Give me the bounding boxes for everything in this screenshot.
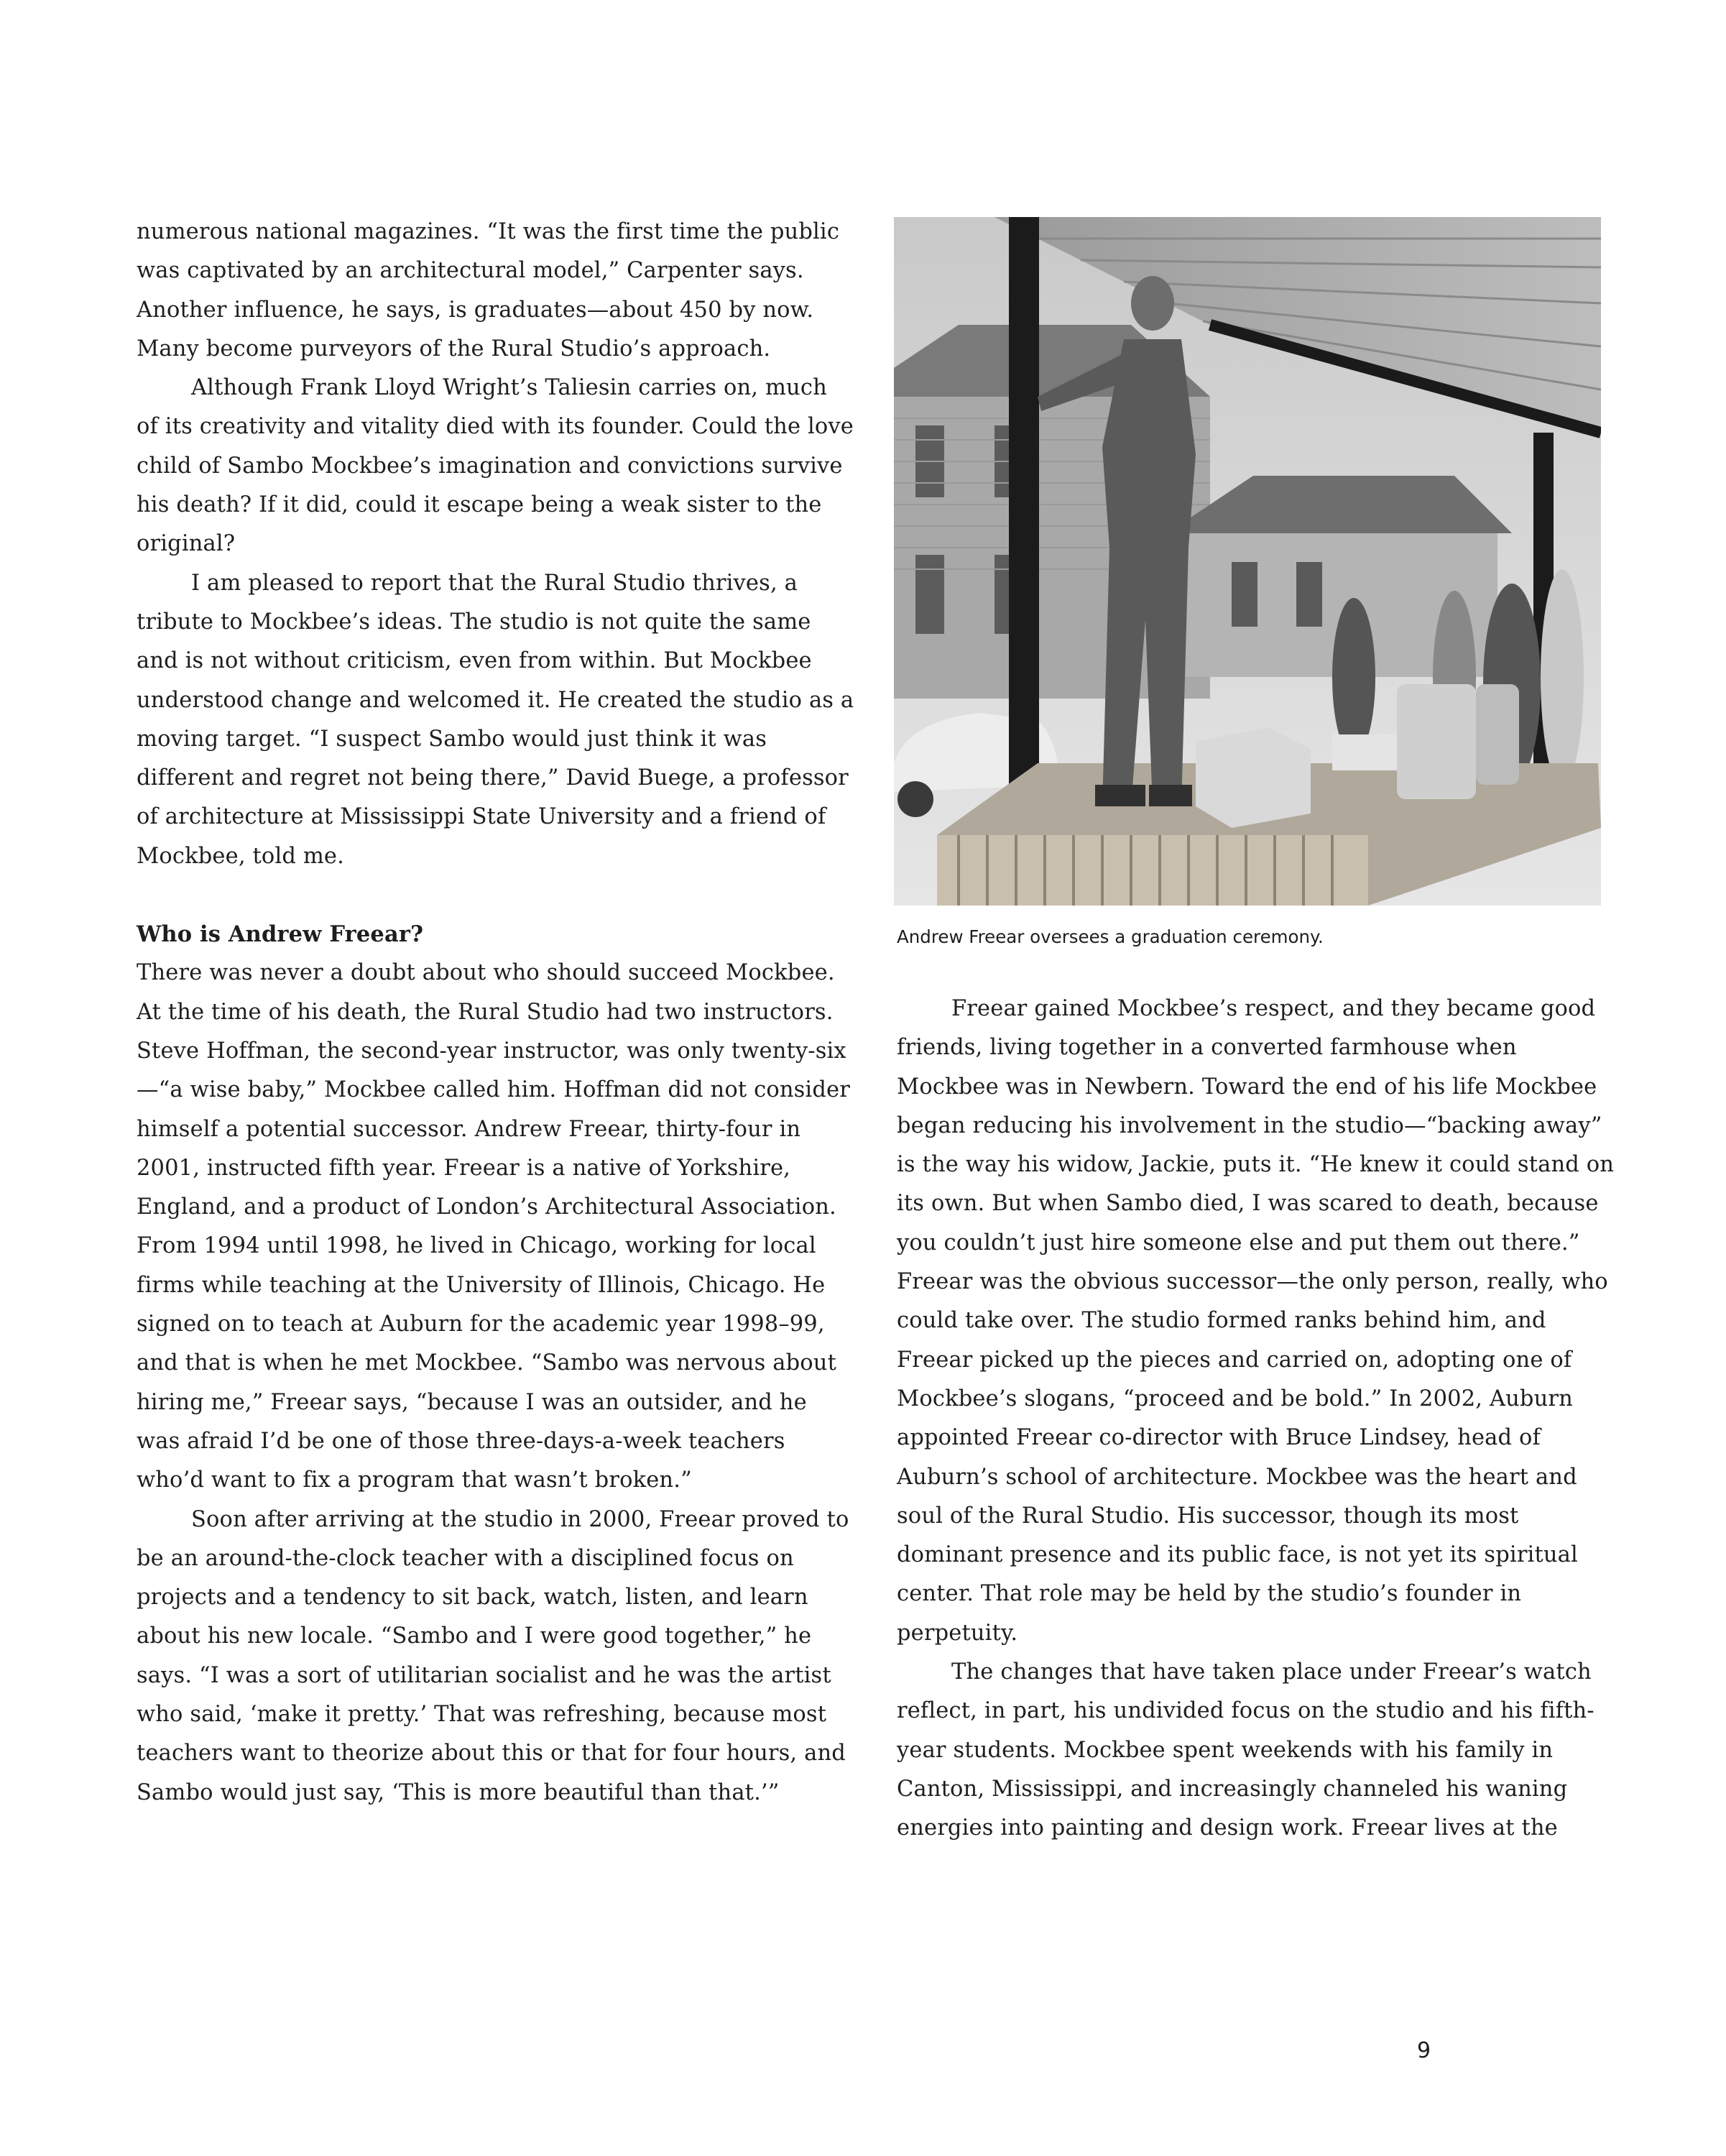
graduation-ceremony-photo	[894, 217, 1601, 906]
paragraph: Although Frank Lloyd Wright’s Taliesin carries on, much of its creativity and vitality died with its founder. Could the love child of Sambo Mockbee’s imagination and convictions survive his death? If it did, could it escape being a weak sister to the original?	[137, 375, 854, 557]
paragraph: I am pleased to report that the Rural Studio thrives, a tribute to Mockbee’s ideas. The studio is not quite the same and is not without criticism, even from within. But Mockbee understood change and welcomed it. He created the studio as a moving target. “I suspect Sambo would just think it was different and regret not being there,” David Buege, a professor of architecture at Mississippi State University and a friend of Mockbee, told me.	[137, 570, 854, 869]
page-number: 9	[1417, 2038, 1431, 2063]
left-column	[137, 213, 855, 1812]
photo-caption: Andrew Freear oversees a graduation ceremony.	[897, 926, 1324, 947]
paragraph: numerous national magazines. “It was the first time the public was captivated by an architectural model,” Carpenter says. Another influence, he says, is graduates—about 450 by now. Many become purveyors of the Rural Studio’s approach.	[137, 219, 840, 361]
section-heading: Who is Andrew Freear?	[137, 921, 424, 948]
right-column	[897, 990, 1615, 1848]
paragraph: Freear gained Mockbee’s respect, and they became good friends, living together in a converted farmhouse when Mockbee was in Newbern. Toward the end of his life Mockbee began reducing his involvement in the studio—“backing away” is the way his widow, Jackie, puts it. “He knew it could stand on its own. But when Sambo died, I was scared to death, because you couldn’t just hire someone else and put them out there.” Freear was the obvious successor—the only person, really, who could take over. The studio formed ranks behind him, and Freear picked up the pieces and carried on, adopting one of Mockbee’s slogans, “proceed and be bold.” In 2002, Auburn appointed Freear co-director with Bruce Lindsey, head of Auburn’s school of architecture. Mockbee was the heart and soul of the Rural Studio. His successor, though its most dominant presence and its public face, is not yet its spiritual center. That role may be held by the studio’s founder in perpetuity.	[897, 996, 1615, 1646]
paragraph: The changes that have taken place under Freear’s watch reflect, in part, his undivided focus on the studio and his fifth-year students. Mockbee spent weekends with his family in Canton, Mississippi, and increasingly channeled his waning energies into painting and design work. Freear lives at the	[897, 1659, 1595, 1841]
paragraph: Soon after arriving at the studio in 2000, Freear proved to be an around-the-clock teacher with a disciplined focus on projects and a tendency to sit back, watch, listen, and learn about his new locale. “Sambo and I were good together,” he says. “I was a sort of utilitarian socialist and he was the artist who said, ‘make it pretty.’ That was refreshing, because most teachers want to theorize about this or that for four hours, and Sambo would just say, ‘This is more beautiful than that.’”	[137, 1506, 849, 1805]
paragraph: There was never a doubt about who should succeed Mockbee. At the time of his death, the Rural Studio had two instructors. Steve Hoffman, the second-year instructor, was only twenty-six—“a wise baby,” Mockbee called him. Hoffman did not consider himself a potential successor. Andrew Freear, thirty-four in 2001, instructed fifth year. Freear is a native of Yorkshire, England, and a product of London’s Architectural Association. From 1994 until 1998, he lived in Chicago, working for local firms while teaching at the University of Illinois, Chicago. He signed on to teach at Auburn for the academic year 1998–99, and that is when he met Mockbee. “Sambo was nervous about hiring me,” Freear says, “because I was an outsider, and he was afraid I’d be one of those three-days-a-week teachers who’d want to fix a program that wasn’t broken.”	[137, 960, 850, 1493]
